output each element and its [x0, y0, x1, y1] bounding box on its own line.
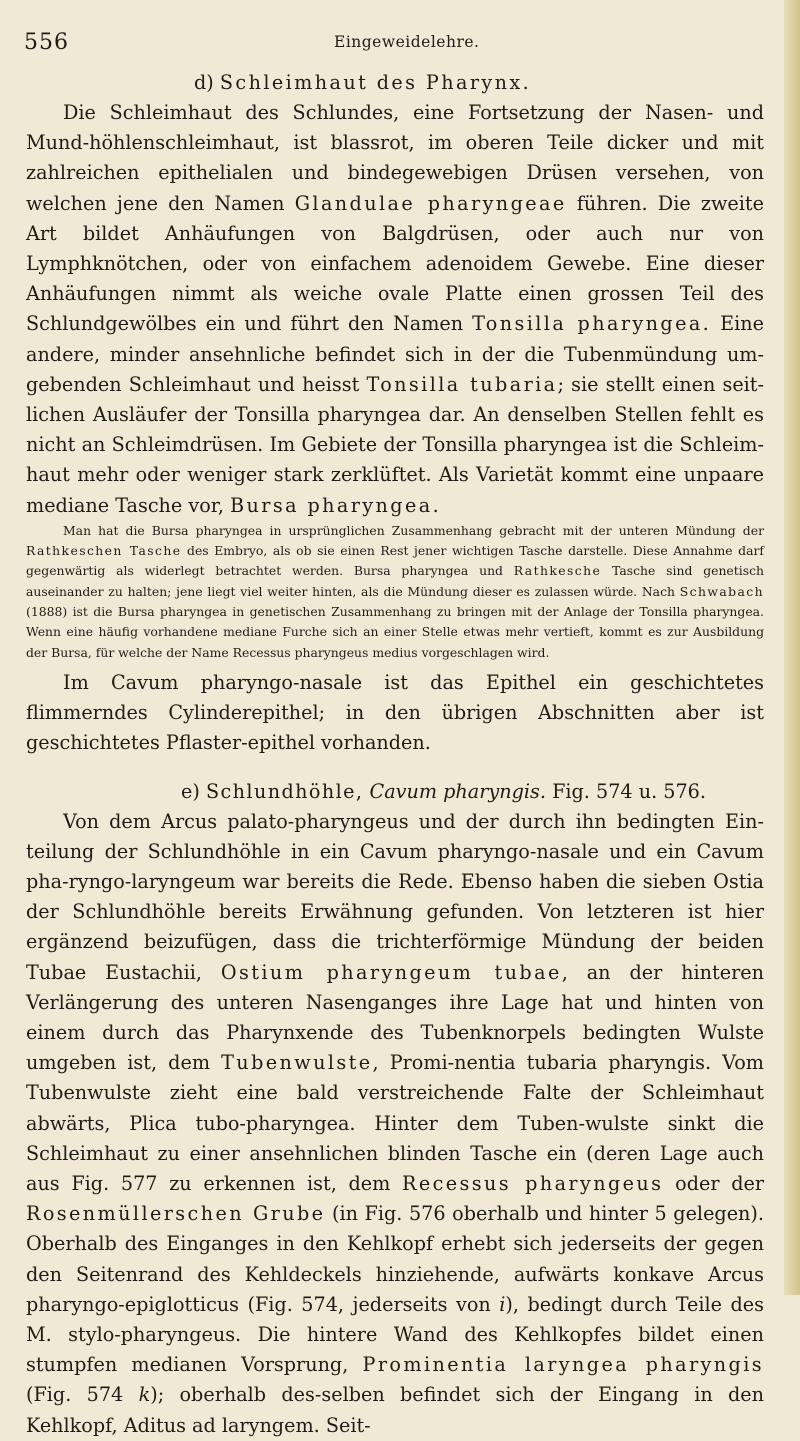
section-title: Schlundhöhle,	[205, 779, 364, 803]
text-run: Eine andere, minder ansehnliche befindet sich in der die Tubenmündung um-gebenden Schleimhaut und heisst	[26, 312, 764, 396]
section-label: d)	[194, 71, 214, 94]
spaced-term: Ostium pharyngeum tubae	[220, 960, 562, 984]
running-title: Eingeweidelehre.	[334, 33, 480, 51]
text-run: Tasche sind genetisch auseinander zu halten; jene liegt viel weiter hinten, als die Mündung dieser es zulassen würde. Nach	[26, 563, 764, 599]
page-edge	[784, 0, 800, 1295]
spaced-term: Prominentia laryngea pharyngis	[362, 1353, 765, 1377]
paragraph-schlundhoehle	[26, 807, 764, 1441]
text-column	[26, 68, 764, 1441]
page-number: 556	[24, 30, 69, 55]
spaced-term: Schwabach	[679, 583, 764, 599]
text-run: ); oberhalb des-selben befindet sich der Eingang in den Kehlkopf, Aditus ad laryngem. Seit-	[26, 1383, 765, 1437]
text-run: ; sie stellt einen seit-lichen Ausläufer der Tonsilla pharyngea dar. An denselben Stellen fehlt es nicht an Schleimdrüsen. Im Gebiete der Tonsilla pharyngea ist die Schleim-haut mehr oder weniger stark zerklüftet. Als Varietät kommt eine unpaare mediane Tasche vor,	[26, 372, 764, 517]
text-run: Von dem Arcus palato-pharyngeus und der durch ihn bedingten Ein-teilung der Schlundhöhle in ein Cavum pharyngo-nasale und ein Cavum pha-ryngo-laryngeum war bereits die Rede. Ebenso haben die sieben Ostia der Schlundhöhle bereits Erwähnung gefunden. Von letzteren ist hier ergänzend beizufügen, dass die trichterförmige Mündung der beiden Tubae Eustachii,	[26, 809, 764, 984]
text-run: , Promi-nentia tubaria pharyngis. Vom Tubenwulste zieht eine bald verstreichende Falte der Schleimhaut abwärts, Plica tubo-pharyngea. Hinter dem Tuben-wulste sinkt die Schleimhaut zu einer ansehnlichen blinden Tasche ein (deren Lage auch aus Fig. 577 zu erkennen ist, dem	[26, 1051, 764, 1195]
text-run: oder der	[663, 1171, 765, 1195]
spaced-term: Recessus pharyngeus	[402, 1171, 664, 1195]
italic-letter: i	[499, 1292, 506, 1316]
footnote-bursa	[26, 521, 764, 663]
paragraph-epithel: Im Cavum pharyngo-nasale ist das Epithel ein geschichtetes flimmerndes Cylinderepithel; in den übrigen Abschnitten aber ist geschichtetes Pflaster-epithel vorhanden.	[26, 670, 764, 755]
italic-letter: k	[138, 1383, 151, 1407]
section-heading-e	[26, 777, 764, 807]
section-title: Schleimhaut des Pharynx.	[219, 71, 532, 94]
spaced-term: Tubenwulste	[221, 1051, 373, 1075]
spaced-term: Rathkesche	[513, 563, 602, 579]
spaced-term: Tonsilla tubaria	[366, 372, 558, 396]
section-heading-d	[26, 68, 764, 98]
section-title-latin: Cavum pharyngis.	[369, 779, 546, 803]
spaced-term: Bursa pharyngea.	[230, 493, 442, 517]
text-run: (Fig. 574	[26, 1383, 139, 1407]
spaced-term: Rosenmüllerschen Grube	[26, 1202, 326, 1226]
text-run: Die Schleimhaut des Schlundes, eine Fortsetzung der Nasen- und Mund-höhlenschleimhaut, ist blassrot, im oberen Teile dicker und mit zahlreichen epithelialen und bindegewebigen Drüsen versehen, von welchen jene den Namen	[26, 101, 764, 215]
text-run: Man hat die Bursa pharyngea in ursprünglichen Zusammenhang gebracht mit der unteren Mündung der	[63, 522, 764, 538]
spaced-term: Rathkeschen Tasche	[26, 543, 182, 559]
text-run: ), bedingt durch Teile des M. stylo-pharyngeus. Die hintere Wand des Kehlkopfes bildet einen stumpfen medianen Vorsprung,	[26, 1292, 764, 1377]
section-label: e)	[181, 779, 200, 803]
paragraph-mucosa	[26, 98, 764, 521]
text-run: (in Fig. 576 oberhalb und hinter 5 gelegen). Oberhalb des Einganges in den Kehlkopf erhebt sich jederseits der gegen den Seitenrand des Kehldeckels hinziehende, aufwärts konkave Arcus pharyngo-epiglotticus (Fig. 574, jederseits von	[26, 1202, 764, 1316]
text-run: führen. Die zweite Art bildet Anhäufungen von Balgdrüsen, oder auch nur von Lymphknötchen, oder von einfachem adenoidem Gewebe. Eine dieser Anhäufungen nimmt als weiche ovale Platte einen grossen Teil des Schlundgewölbes ein und führt den Namen	[26, 191, 764, 336]
text-run: , an der hinteren Verlängerung des unteren Nasenganges ihre Lage hat und hinten von einem durch das Pharynxende des Tubenknorpels bedingten Wulste umgeben ist, dem	[26, 960, 764, 1075]
spaced-term: Glandulae pharyngeae	[294, 191, 567, 215]
text-run: des Embryo, als ob sie einen Rest jener wichtigen Tasche darstelle. Diese Annahme darf gegenwärtig als widerlegt betrachtet werden. Bursa pharyngea und	[26, 543, 764, 579]
figure-reference: Fig. 574 u. 576.	[552, 779, 706, 803]
spaced-term: Tonsilla pharyngea.	[472, 312, 712, 336]
page-header	[24, 30, 774, 58]
text-run: (1888) ist die Bursa pharyngea in genetischen Zusammenhang zu bringen mit der Anlage der Tonsilla pharyngea. Wenn eine häufig vorhandene mediane Furche sich an einer Stelle etwas mehr vertieft, kommt es zur Ausbildung der Bursa, für welche der Name Recessus pharyngeus medius vorgeschlagen wird.	[26, 604, 764, 660]
